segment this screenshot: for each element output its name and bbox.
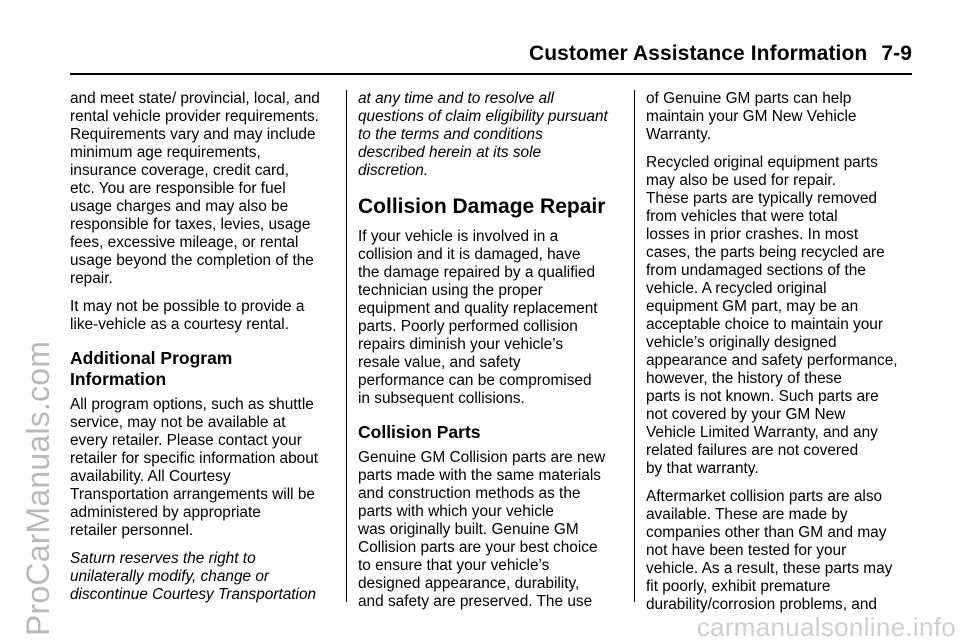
column-divider-2 — [634, 90, 635, 602]
text-line: Aftermarket collision parts are also — [646, 488, 883, 505]
text-line: These parts are typically removed — [646, 190, 877, 207]
text-line: service, may not be available at — [70, 414, 286, 431]
paragraph — [646, 90, 912, 144]
text-line: maintain your GM New Vehicle — [646, 108, 857, 125]
text-line: and meet state/ provincial, local, and — [70, 90, 320, 107]
column-3 — [646, 90, 912, 624]
text-line: Additional Program — [70, 348, 233, 368]
page-header — [420, 42, 912, 66]
text-line: however, the history of these — [646, 370, 842, 387]
text-line: acceptable choice to maintain your — [646, 316, 883, 333]
paragraph — [70, 298, 336, 334]
text-line: minimum age requirements, — [70, 144, 261, 161]
text-line: vehicle’s originally designed — [646, 334, 837, 351]
text-line: from vehicles that were total — [646, 208, 838, 225]
text-line: may also be used for repair. — [646, 172, 836, 189]
text-line: Recycled original equipment parts — [646, 154, 878, 171]
paragraph — [646, 154, 912, 478]
text-line: the damage repaired by a qualified — [358, 264, 596, 281]
column-divider-1 — [346, 90, 347, 602]
text-line: discretion. — [358, 162, 429, 179]
text-line: retailer personnel. — [70, 522, 194, 539]
header-rule — [70, 73, 912, 75]
text-line: designed appearance, durability, — [358, 575, 580, 592]
text-line: at any time and to resolve all — [358, 90, 554, 107]
text-line: parts is not known. Such parts are — [646, 388, 879, 405]
text-line: Collision parts are your best choice — [358, 539, 598, 556]
text-line: questions of claim eligibility pursuant — [358, 108, 608, 125]
text-line: It may not be possible to provide a — [70, 298, 305, 315]
text-line: of Genuine GM parts can help — [646, 90, 852, 107]
text-line: technician using the proper — [358, 282, 543, 299]
section-title: Customer Assistance Information — [528, 42, 868, 65]
text-line: discontinue Courtesy Transportation — [70, 586, 317, 603]
text-line: rental vehicle provider requirements. — [70, 108, 319, 125]
text-line: not have been tested for your — [646, 542, 847, 559]
text-line: parts made with the same materials — [358, 467, 601, 484]
paragraph — [70, 396, 336, 540]
text-line: vehicle. As a result, these parts may — [646, 560, 893, 577]
text-line: equipment GM part, may be an — [646, 298, 859, 315]
column-1 — [70, 90, 336, 614]
text-line: from undamaged sections of the — [646, 262, 866, 279]
text-line: If your vehicle is involved in a — [358, 228, 559, 245]
text-line: durability/corrosion problems, and — [646, 596, 877, 613]
italic-paragraph — [358, 90, 624, 180]
side-watermark: ProCarManuals.com — [20, 340, 56, 636]
text-line: Transportation arrangements will be — [70, 486, 315, 503]
text-line: was originally built. Genuine GM — [358, 521, 579, 538]
sub-heading: Collision Parts — [358, 422, 481, 442]
text-line: to the terms and conditions — [358, 126, 543, 143]
text-line: losses in prior crashes. In most — [646, 226, 859, 243]
text-line: fees, excessive mileage, or rental — [70, 234, 299, 251]
text-line: All program options, such as shuttle — [70, 396, 314, 413]
text-line: administered by appropriate — [70, 504, 261, 521]
text-line: Saturn reserves the right to — [70, 550, 256, 567]
text-line: to ensure that your vehicle’s — [358, 557, 550, 574]
text-line: not covered by your GM New — [646, 406, 846, 423]
text-line: in subsequent collisions. — [358, 390, 525, 407]
text-line: cases, the parts being recycled are — [646, 244, 885, 261]
text-line: repair. — [70, 270, 113, 287]
bottom-watermark: carmanualsonline.info — [696, 612, 956, 642]
text-line: retailer for specific information about — [70, 450, 319, 467]
text-line: parts. Poorly performed collision — [358, 318, 578, 335]
text-line: resale value, and safety — [358, 354, 521, 371]
text-line: every retailer. Please contact your — [70, 432, 302, 449]
paragraph — [646, 488, 912, 614]
text-line: related failures are not covered — [646, 442, 859, 459]
text-line: usage beyond the completion of the — [70, 252, 314, 269]
italic-paragraph — [70, 550, 336, 604]
text-line: vehicle. A recycled original — [646, 280, 827, 297]
text-line: availability. All Courtesy — [70, 468, 231, 485]
text-line: Genuine GM Collision parts are new — [358, 449, 606, 466]
paragraph — [358, 228, 624, 408]
text-line: like-vehicle as a courtesy rental. — [70, 316, 289, 333]
paragraph — [358, 449, 624, 611]
text-line: repairs diminish your vehicle’s — [358, 336, 564, 353]
text-line: Vehicle Limited Warranty, and any — [646, 424, 878, 441]
text-line: companies other than GM and may — [646, 524, 887, 541]
text-line: and construction methods as the — [358, 485, 581, 502]
text-line: etc. You are responsible for fuel — [70, 180, 286, 197]
paragraph — [70, 90, 336, 288]
text-line: by that warranty. — [646, 460, 759, 477]
column-2 — [358, 90, 624, 621]
text-line: appearance and safety performance, — [646, 352, 898, 369]
text-line: described herein at its sole — [358, 144, 542, 161]
text-line: fit poorly, exhibit premature — [646, 578, 831, 595]
text-line: responsible for taxes, levies, usage — [70, 216, 311, 233]
text-line: available. These are made by — [646, 506, 848, 523]
text-line: parts with which your vehicle — [358, 503, 554, 520]
main-heading: Collision Damage Repair — [358, 195, 606, 218]
text-line: insurance coverage, credit card, — [70, 162, 290, 179]
section-heading — [70, 348, 336, 390]
text-line: and safety are preserved. The use — [358, 593, 593, 610]
text-line: equipment and quality replacement — [358, 300, 598, 317]
page-number: 7-9 — [881, 42, 912, 65]
text-line: performance can be compromised — [358, 372, 592, 389]
text-line: Information — [70, 369, 167, 389]
text-line: Requirements vary and may include — [70, 126, 316, 143]
text-line: unilaterally modify, change or — [70, 568, 270, 585]
text-line: usage charges and may also be — [70, 198, 289, 215]
text-line: collision and it is damaged, have — [358, 246, 581, 263]
text-line: Warranty. — [646, 126, 711, 143]
